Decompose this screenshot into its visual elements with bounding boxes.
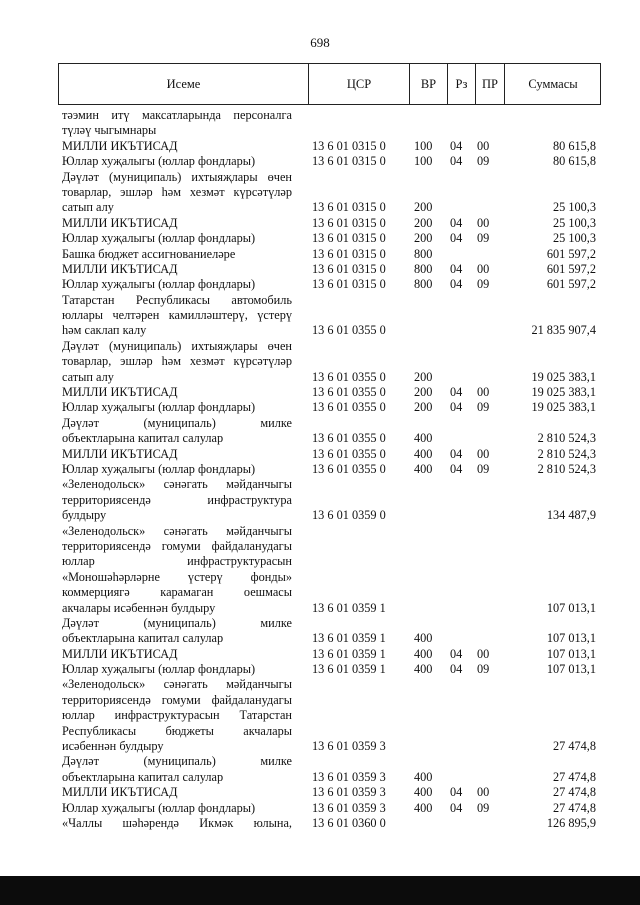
row-vr: 200 [414, 400, 433, 415]
row-name-line: МИЛЛИ ИКЪТИСАД [62, 261, 178, 276]
row-name [62, 108, 292, 139]
row-name [62, 816, 292, 831]
row-name-line: «Зеленодольск» сәнәгать мәйданчыгы [62, 523, 292, 538]
row-csr: 13 6 01 0359 3 [312, 785, 386, 800]
row-name [62, 293, 292, 339]
table-row [62, 754, 602, 785]
row-csr: 13 6 01 0360 0 [312, 815, 386, 830]
row-csr: 13 6 01 0315 0 [312, 261, 386, 276]
row-vr: 400 [414, 461, 433, 476]
row-csr: 13 6 01 0355 0 [312, 400, 386, 415]
row-vr: 400 [414, 800, 433, 815]
table-row [62, 216, 602, 231]
row-vr: 800 [414, 261, 433, 276]
row-name [62, 754, 292, 785]
row-sum: 21 835 907,4 [531, 323, 596, 338]
row-sum: 27 474,8 [552, 785, 596, 800]
row-name-line: сатып алу [62, 369, 114, 384]
row-pr: 00 [477, 385, 490, 400]
table-row [62, 231, 602, 246]
row-sum: 80 615,8 [552, 138, 596, 153]
row-name-line: Республикасы бюджеты акчалары [62, 723, 292, 738]
row-name [62, 339, 292, 385]
row-csr: 13 6 01 0315 0 [312, 246, 386, 261]
row-name-line: тәэмин итү максатларында персоналга [62, 108, 292, 122]
row-vr: 200 [414, 200, 433, 215]
row-vr: 100 [414, 138, 433, 153]
row-name [62, 647, 292, 662]
row-vr: 200 [414, 369, 433, 384]
row-rz: 04 [450, 400, 463, 415]
row-vr: 200 [414, 385, 433, 400]
page-number: 698 [310, 35, 330, 50]
row-vr: 400 [414, 662, 433, 677]
table-row [62, 662, 602, 677]
row-name [62, 277, 292, 292]
header-name: Исеме [59, 64, 309, 104]
row-name [62, 139, 292, 154]
row-rz: 04 [450, 138, 463, 153]
row-csr: 13 6 01 0359 1 [312, 662, 386, 677]
row-pr: 09 [477, 662, 490, 677]
row-name-line: Юллар хуҗалыгы (юллар фондлары) [62, 461, 256, 476]
row-vr: 200 [414, 215, 433, 230]
row-name-line: коммерциягә карамаган оешмасы [62, 585, 292, 600]
row-sum: 19 025 383,1 [531, 369, 596, 384]
row-pr: 09 [477, 231, 490, 246]
row-name [62, 231, 292, 246]
row-name-line: акчалары исәбеннән булдыру [62, 600, 216, 615]
row-name [62, 170, 292, 216]
row-vr: 400 [414, 785, 433, 800]
row-name-line: Татарстан Республикасы автомобиль [62, 292, 292, 307]
row-name-line: «Зеленодольск» сәнәгать мәйданчыгы [62, 677, 292, 692]
row-name [62, 385, 292, 400]
row-rz: 04 [450, 231, 463, 246]
row-rz: 04 [450, 446, 463, 461]
row-name [62, 447, 292, 462]
row-sum: 2 810 524,3 [537, 431, 596, 446]
row-csr: 13 6 01 0355 0 [312, 369, 386, 384]
row-name-line: Юллар хуҗалыгы (юллар фондлары) [62, 231, 256, 246]
row-rz: 04 [450, 461, 463, 476]
table-row [62, 677, 602, 754]
table-row [62, 170, 602, 216]
row-name-line: МИЛЛИ ИКЪТИСАД [62, 138, 178, 153]
row-csr: 13 6 01 0355 0 [312, 446, 386, 461]
table-row [62, 785, 602, 800]
row-csr: 13 6 01 0355 0 [312, 323, 386, 338]
row-vr: 400 [414, 431, 433, 446]
row-name-line: сатып алу [62, 200, 114, 215]
row-name-line: территориясендә гомуми файдаланудагы [62, 538, 292, 553]
header-vr: ВР [410, 64, 448, 104]
row-name-line: Дәүләт (муниципаль) милке [62, 754, 292, 769]
row-name-line: Юллар хуҗалыгы (юллар фондлары) [62, 800, 256, 815]
row-csr: 13 6 01 0359 3 [312, 800, 386, 815]
row-name-line: Дәүләт (муниципаль) милке [62, 615, 292, 630]
row-sum: 25 100,3 [552, 200, 596, 215]
row-csr: 13 6 01 0315 0 [312, 138, 386, 153]
header-pr: ПР [476, 64, 505, 104]
row-sum: 107 013,1 [546, 631, 596, 646]
row-name [62, 477, 292, 523]
row-vr: 400 [414, 446, 433, 461]
row-name-line: территориясендә гомуми файдаланудагы [62, 692, 292, 707]
table-row [62, 477, 602, 523]
table-row [62, 262, 602, 277]
row-csr: 13 6 01 0315 0 [312, 200, 386, 215]
row-name-line: юллар инфраструктурасын Татарстан [62, 708, 292, 723]
row-sum: 601 597,2 [546, 246, 596, 261]
row-pr: 00 [477, 785, 490, 800]
row-sum: 25 100,3 [552, 215, 596, 230]
row-sum: 134 487,9 [546, 508, 596, 523]
row-name-line: һәм саклап калу [62, 323, 147, 338]
table-row [62, 139, 602, 154]
table-row [62, 339, 602, 385]
table-body [62, 108, 602, 831]
row-pr: 00 [477, 646, 490, 661]
row-vr: 800 [414, 277, 433, 292]
row-name-line: Юллар хуҗалыгы (юллар фондлары) [62, 400, 256, 415]
row-name-line: «Моношәһәрләрне үстерү фонды» [62, 569, 292, 584]
header-rz: Рз [448, 64, 476, 104]
row-csr: 13 6 01 0359 1 [312, 600, 386, 615]
row-name-line: объектларына капитал салулар [62, 431, 224, 446]
table-row [62, 293, 602, 339]
row-name-line: территориясендә инфраструктура [62, 492, 292, 507]
row-pr: 09 [477, 800, 490, 815]
row-sum: 2 810 524,3 [537, 461, 596, 476]
row-csr: 13 6 01 0359 1 [312, 631, 386, 646]
table-row [62, 647, 602, 662]
table-row [62, 277, 602, 292]
row-name-line: товарлар, эшләр һәм хезмәт күрсәтүләр [62, 354, 292, 369]
row-pr: 09 [477, 277, 490, 292]
table-row [62, 524, 602, 616]
row-name [62, 400, 292, 415]
row-name [62, 785, 292, 800]
row-rz: 04 [450, 646, 463, 661]
row-rz: 04 [450, 154, 463, 169]
row-name [62, 416, 292, 447]
row-csr: 13 6 01 0359 3 [312, 739, 386, 754]
table-row [62, 616, 602, 647]
row-sum: 107 013,1 [546, 600, 596, 615]
row-pr: 09 [477, 400, 490, 415]
row-name [62, 524, 292, 616]
row-vr: 200 [414, 231, 433, 246]
row-name [62, 662, 292, 677]
row-rz: 04 [450, 277, 463, 292]
row-name [62, 677, 292, 754]
row-sum: 27 474,8 [552, 739, 596, 754]
table-row [62, 247, 602, 262]
row-rz: 04 [450, 385, 463, 400]
table-row [62, 416, 602, 447]
row-name-line: МИЛЛИ ИКЪТИСАД [62, 446, 178, 461]
row-pr: 00 [477, 261, 490, 276]
row-name-line: Дәүләт (муниципаль) ихтыяҗлары өчен [62, 169, 292, 184]
table-row [62, 816, 602, 831]
table-row [62, 447, 602, 462]
row-rz: 04 [450, 800, 463, 815]
table-row [62, 801, 602, 816]
row-name-line: юллары челтәрен камилләштерү, үстерү [62, 308, 292, 323]
row-sum: 601 597,2 [546, 261, 596, 276]
row-pr: 00 [477, 446, 490, 461]
row-sum: 19 025 383,1 [531, 385, 596, 400]
row-sum: 601 597,2 [546, 277, 596, 292]
row-name-line: Башка бюджет ассигнованиеләре [62, 246, 236, 261]
row-sum: 126 895,9 [546, 815, 596, 830]
row-rz: 04 [450, 662, 463, 677]
row-name-line: Юллар хуҗалыгы (юллар фондлары) [62, 277, 256, 292]
row-vr: 400 [414, 646, 433, 661]
row-name [62, 247, 292, 262]
row-name-line: МИЛЛИ ИКЪТИСАД [62, 785, 178, 800]
row-pr: 00 [477, 138, 490, 153]
row-name [62, 616, 292, 647]
row-csr: 13 6 01 0315 0 [312, 215, 386, 230]
header-csr: ЦСР [309, 64, 410, 104]
row-name-line: МИЛЛИ ИКЪТИСАД [62, 646, 178, 661]
row-csr: 13 6 01 0359 0 [312, 508, 386, 523]
row-name-line: Юллар хуҗалыгы (юллар фондлары) [62, 154, 256, 169]
row-sum: 27 474,8 [552, 769, 596, 784]
row-csr: 13 6 01 0355 0 [312, 385, 386, 400]
row-vr: 100 [414, 154, 433, 169]
row-name-line: «Чаллы шәһәрендә Икмәк юлына, [62, 815, 292, 830]
row-name-line: МИЛЛИ ИКЪТИСАД [62, 385, 178, 400]
row-name-line: Дәүләт (муниципаль) ихтыяҗлары өчен [62, 338, 292, 353]
row-vr: 800 [414, 246, 433, 261]
row-name-line: объектларына капитал салулар [62, 631, 224, 646]
row-name [62, 462, 292, 477]
row-name-line: МИЛЛИ ИКЪТИСАД [62, 215, 178, 230]
table-row [62, 154, 602, 169]
row-name-line: Юллар хуҗалыгы (юллар фондлары) [62, 662, 256, 677]
row-csr: 13 6 01 0359 1 [312, 646, 386, 661]
row-sum: 107 013,1 [546, 646, 596, 661]
row-sum: 107 013,1 [546, 662, 596, 677]
row-pr: 00 [477, 215, 490, 230]
row-name-line: түләү чыгымнары [62, 123, 157, 138]
scan-edge-bar [0, 876, 640, 905]
row-name [62, 801, 292, 816]
row-sum: 2 810 524,3 [537, 446, 596, 461]
row-name [62, 216, 292, 231]
row-name-line: объектларына капитал салулар [62, 769, 224, 784]
table-header [58, 63, 601, 105]
row-name-line: юллар инфраструктурасын [62, 554, 292, 569]
row-rz: 04 [450, 261, 463, 276]
row-name-line: «Зеленодольск» сәнәгать мәйданчыгы [62, 477, 292, 492]
row-sum: 80 615,8 [552, 154, 596, 169]
table-row [62, 462, 602, 477]
row-vr: 400 [414, 631, 433, 646]
row-rz: 04 [450, 785, 463, 800]
row-csr: 13 6 01 0359 3 [312, 769, 386, 784]
row-pr: 09 [477, 154, 490, 169]
row-pr: 09 [477, 461, 490, 476]
row-name-line: товарлар, эшләр һәм хезмәт күрсәтүләр [62, 184, 292, 199]
row-csr: 13 6 01 0315 0 [312, 154, 386, 169]
row-sum: 19 025 383,1 [531, 400, 596, 415]
row-sum: 27 474,8 [552, 800, 596, 815]
table-row [62, 385, 602, 400]
row-csr: 13 6 01 0355 0 [312, 431, 386, 446]
row-csr: 13 6 01 0315 0 [312, 231, 386, 246]
row-csr: 13 6 01 0355 0 [312, 461, 386, 476]
row-csr: 13 6 01 0315 0 [312, 277, 386, 292]
row-name [62, 154, 292, 169]
table-row [62, 400, 602, 415]
row-name-line: Дәүләт (муниципаль) милке [62, 415, 292, 430]
header-sum: Суммасы [528, 77, 578, 91]
row-name [62, 262, 292, 277]
row-rz: 04 [450, 215, 463, 230]
row-vr: 400 [414, 769, 433, 784]
table-row [62, 108, 602, 139]
row-sum: 25 100,3 [552, 231, 596, 246]
row-name-line: булдыру [62, 508, 107, 523]
row-name-line: исәбеннән булдыру [62, 739, 164, 754]
